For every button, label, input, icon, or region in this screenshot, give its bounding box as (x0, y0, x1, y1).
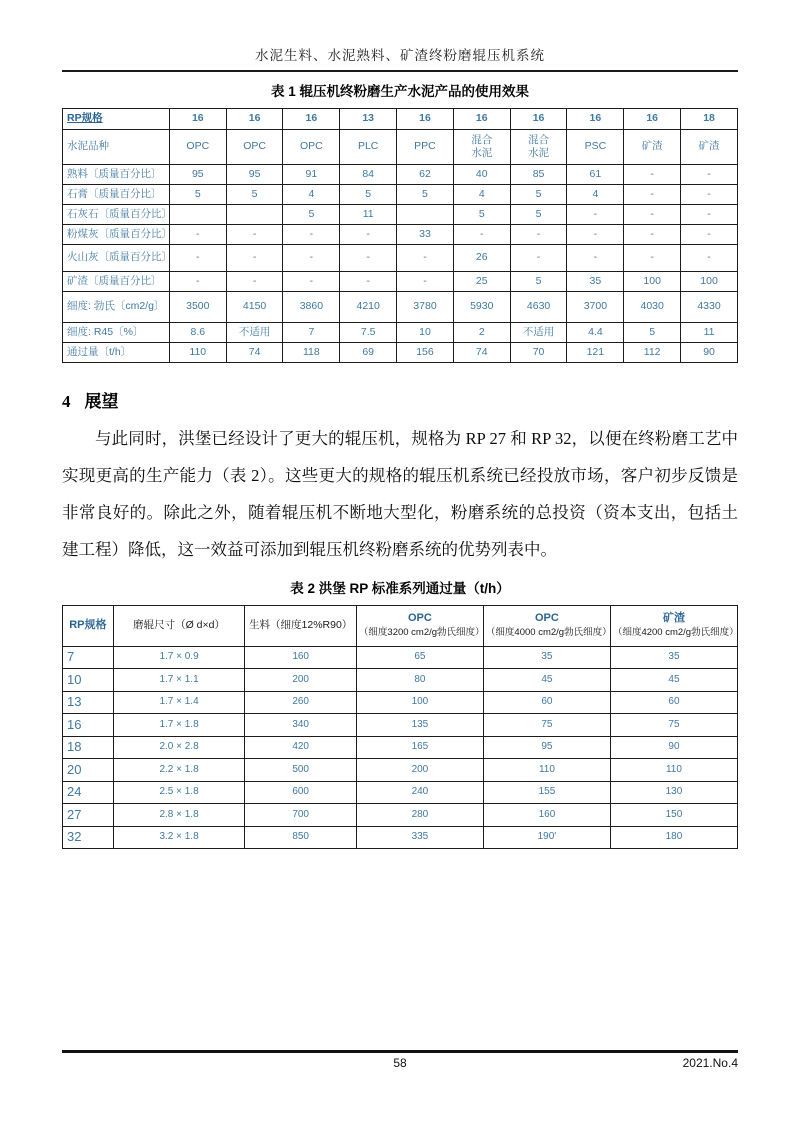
table1 (62, 108, 738, 363)
table-cell: 110 (169, 343, 226, 363)
table-cell: 110 (610, 759, 737, 782)
column-header (113, 605, 245, 646)
table-cell: - (283, 245, 340, 272)
table-cell: 1.7 × 1.8 (113, 714, 245, 737)
table-cell: 3860 (283, 292, 340, 323)
table-cell: - (681, 165, 738, 185)
table-row (63, 826, 738, 849)
table-cell: 40 (453, 165, 510, 185)
row-label: 细度: 勃氏〔cm2/g〕 (63, 292, 170, 323)
table-cell: - (283, 272, 340, 292)
rp-size-cell: 18 (63, 736, 114, 759)
table-row (63, 714, 738, 737)
table-cell: 91 (283, 165, 340, 185)
issue-label: 2021.No.4 (682, 1056, 738, 1070)
table-cell: 26 (453, 245, 510, 272)
table-row (63, 109, 738, 130)
table-row (63, 292, 738, 323)
table-cell: 200 (356, 759, 483, 782)
table-cell: 280 (356, 804, 483, 827)
table-cell: 2.2 × 1.8 (113, 759, 245, 782)
table-cell: PLC (340, 130, 397, 165)
table-cell: 84 (340, 165, 397, 185)
table-cell: - (624, 185, 681, 205)
column-header-subtitle: （细度4200 cm2/g勃氏细度） (612, 626, 739, 638)
rp-size-cell: 24 (63, 781, 114, 804)
table-cell: - (226, 225, 283, 245)
table-row (63, 245, 738, 272)
table-cell: 5 (169, 185, 226, 205)
table-header-row (63, 605, 738, 646)
table-cell: - (169, 272, 226, 292)
table-row (63, 205, 738, 225)
table-cell: 110 (483, 759, 610, 782)
table-cell: - (510, 225, 567, 245)
table-cell: 16 (453, 109, 510, 130)
table-cell: 95 (483, 736, 610, 759)
table-cell: 4 (283, 185, 340, 205)
table-cell: 600 (245, 781, 356, 804)
column-header-title: 磨辊尺寸（Ø d×d） (133, 618, 225, 631)
table-cell: 35 (567, 272, 624, 292)
table-cell: - (681, 225, 738, 245)
table-cell: 混合 水泥 (510, 130, 567, 165)
running-head: 水泥生料、水泥熟料、矿渣终粉磨辊压机系统 (255, 48, 545, 63)
table-cell: - (681, 185, 738, 205)
table-cell: - (340, 225, 397, 245)
table-cell (397, 205, 454, 225)
table-cell: 1.7 × 1.1 (113, 669, 245, 692)
table-cell: - (226, 245, 283, 272)
row-label: 石灰石〔质量百分比〕 (63, 205, 170, 225)
table-cell: 1.7 × 1.4 (113, 691, 245, 714)
table-cell: 2 (453, 323, 510, 343)
table-cell: 5 (397, 185, 454, 205)
table-cell: 5 (283, 205, 340, 225)
table-cell: 700 (245, 804, 356, 827)
table-cell: 4210 (340, 292, 397, 323)
table-cell: 25 (453, 272, 510, 292)
table-cell: 矿渣 (681, 130, 738, 165)
row-label: RP规格 (63, 109, 170, 130)
table-cell: 4030 (624, 292, 681, 323)
row-label: 细度: R45〔%〕 (63, 323, 170, 343)
table-cell: 70 (510, 343, 567, 363)
column-header-title: 矿渣 (662, 612, 685, 625)
table-cell: 65 (356, 646, 483, 669)
table-cell: 11 (681, 323, 738, 343)
table-cell: 不适用 (510, 323, 567, 343)
table-row (63, 804, 738, 827)
table-row (63, 323, 738, 343)
table-cell: 95 (169, 165, 226, 185)
table-cell: 4150 (226, 292, 283, 323)
row-label: 粉煤灰〔质量百分比〕 (63, 225, 170, 245)
table-row (63, 646, 738, 669)
table-cell: 260 (245, 691, 356, 714)
table-cell: 2.8 × 1.8 (113, 804, 245, 827)
table-cell: 33 (397, 225, 454, 245)
table-cell: 16 (510, 109, 567, 130)
table-row (63, 736, 738, 759)
table-cell: 155 (483, 781, 610, 804)
table-cell: - (169, 245, 226, 272)
table-cell: 165 (356, 736, 483, 759)
table-row (63, 165, 738, 185)
table-cell: 5 (510, 205, 567, 225)
row-label: 石膏〔质量百分比〕 (63, 185, 170, 205)
row-label: 火山灰〔质量百分比〕 (63, 245, 170, 272)
table-cell: 16 (283, 109, 340, 130)
column-header (483, 605, 610, 646)
table-cell: 2.0 × 2.8 (113, 736, 245, 759)
table-cell: - (397, 245, 454, 272)
table-row (63, 691, 738, 714)
table-row (63, 225, 738, 245)
rp-size-cell: 10 (63, 669, 114, 692)
table-cell: 16 (567, 109, 624, 130)
body-paragraph: 与此同时，洪堡已经设计了更大的辊压机，规格为 RP 27 和 RP 32，以便在终粉磨工艺中实现更高的生产能力（表 2）。这些更大的规格的辊压机系统已经投放市场，客户初步反馈是非常良好的。除此之外，随着辊压机不断地大型化，粉磨系统的总投资（资本支出，包括土建工程）降低，这一效益可添加到辊压机终粉磨系统的优势列表中。 (62, 429, 738, 560)
table-cell: - (567, 205, 624, 225)
table-cell: 335 (356, 826, 483, 849)
table-cell: 11 (340, 205, 397, 225)
table-cell: 118 (283, 343, 340, 363)
table-cell: 69 (340, 343, 397, 363)
rp-size-cell: 16 (63, 714, 114, 737)
table-cell: 45 (610, 669, 737, 692)
table-cell: 180 (610, 826, 737, 849)
table-cell: - (567, 245, 624, 272)
table-cell: 混合 水泥 (453, 130, 510, 165)
column-header-title: OPC (535, 612, 559, 625)
table-cell: 5 (510, 272, 567, 292)
table-cell: - (510, 245, 567, 272)
column-header-title: 生料（细度12%R90） (249, 618, 353, 631)
section-number: 4 (62, 392, 71, 411)
table-cell: 90 (610, 736, 737, 759)
table-cell: 190' (483, 826, 610, 849)
table-cell: 112 (624, 343, 681, 363)
table-cell: 62 (397, 165, 454, 185)
column-header (356, 605, 483, 646)
table-cell: 4630 (510, 292, 567, 323)
row-label: 熟料〔质量百分比〕 (63, 165, 170, 185)
table-cell: PPC (397, 130, 454, 165)
table-cell: PSC (567, 130, 624, 165)
table-row (63, 130, 738, 165)
row-label: 水泥品种 (63, 130, 170, 165)
table1-title: 表 1 辊压机终粉磨生产水泥产品的使用效果 (270, 84, 529, 99)
table-row (63, 185, 738, 205)
table-row (63, 343, 738, 363)
table-cell: 100 (624, 272, 681, 292)
table-cell: 5 (453, 205, 510, 225)
table-cell: 850 (245, 826, 356, 849)
table-cell: 5 (340, 185, 397, 205)
table-cell: 不适用 (226, 323, 283, 343)
document-header (62, 44, 738, 72)
table-cell: - (624, 245, 681, 272)
table-cell: OPC (226, 130, 283, 165)
table-cell: 2.5 × 1.8 (113, 781, 245, 804)
table-cell: - (624, 165, 681, 185)
table-cell: 35 (483, 646, 610, 669)
table-cell: 135 (356, 714, 483, 737)
table-cell: 90 (681, 343, 738, 363)
table-cell: 7 (283, 323, 340, 343)
table-cell: 200 (245, 669, 356, 692)
column-header-title: RP规格 (69, 618, 107, 631)
rp-size-cell: 27 (63, 804, 114, 827)
table-row (63, 272, 738, 292)
table-cell: - (283, 225, 340, 245)
table-cell: 5930 (453, 292, 510, 323)
table-cell: 5 (510, 185, 567, 205)
table-cell: - (681, 245, 738, 272)
table2-title: 表 2 洪堡 RP 标准系列通过量（t/h） (290, 580, 510, 596)
table-cell: OPC (283, 130, 340, 165)
table-row (63, 759, 738, 782)
rp-size-cell: 13 (63, 691, 114, 714)
table-cell: 130 (610, 781, 737, 804)
table-cell: 156 (397, 343, 454, 363)
column-header (245, 605, 356, 646)
table-cell: - (340, 245, 397, 272)
table-cell: 100 (356, 691, 483, 714)
table-cell: - (453, 225, 510, 245)
table-cell: 60 (483, 691, 610, 714)
table-cell: 121 (567, 343, 624, 363)
table2 (62, 605, 738, 850)
table-cell: 1.7 × 0.9 (113, 646, 245, 669)
table-cell: 16 (226, 109, 283, 130)
table-cell: 8.6 (169, 323, 226, 343)
table-cell: - (226, 272, 283, 292)
table-row (63, 669, 738, 692)
table-cell: 75 (610, 714, 737, 737)
table-cell: 340 (245, 714, 356, 737)
table-cell: 160 (245, 646, 356, 669)
document-page (62, 44, 738, 849)
table-cell: - (681, 205, 738, 225)
table-cell (226, 205, 283, 225)
table-cell: - (624, 225, 681, 245)
table-cell: 5 (624, 323, 681, 343)
table-cell: - (397, 272, 454, 292)
table-cell: 10 (397, 323, 454, 343)
table-cell: 95 (226, 165, 283, 185)
table-cell: 3780 (397, 292, 454, 323)
table-cell: 35 (610, 646, 737, 669)
table-cell: 74 (453, 343, 510, 363)
table-cell: 3.2 × 1.8 (113, 826, 245, 849)
table-cell: 160 (483, 804, 610, 827)
table-cell: 7.5 (340, 323, 397, 343)
footer-rule (62, 1050, 738, 1053)
section-title: 展望 (84, 392, 119, 411)
table-cell: 85 (510, 165, 567, 185)
table-cell: 18 (681, 109, 738, 130)
table-cell: 4 (567, 185, 624, 205)
rp-size-cell: 32 (63, 826, 114, 849)
table-cell: OPC (169, 130, 226, 165)
table-row (63, 781, 738, 804)
table-cell: - (624, 205, 681, 225)
table-cell: 3500 (169, 292, 226, 323)
table-cell: 45 (483, 669, 610, 692)
table-cell: - (340, 272, 397, 292)
rp-size-cell: 7 (63, 646, 114, 669)
table-cell: - (567, 225, 624, 245)
table-cell: 16 (624, 109, 681, 130)
document-footer (62, 1050, 738, 1078)
table-cell: 13 (340, 109, 397, 130)
table-cell: 4.4 (567, 323, 624, 343)
column-header (63, 605, 114, 646)
table-cell: 61 (567, 165, 624, 185)
table-cell: 60 (610, 691, 737, 714)
table-cell: 420 (245, 736, 356, 759)
table-cell: 16 (169, 109, 226, 130)
table-cell: 500 (245, 759, 356, 782)
table-cell: 4330 (681, 292, 738, 323)
row-label: 矿渣〔质量百分比〕 (63, 272, 170, 292)
rp-size-cell: 20 (63, 759, 114, 782)
table-cell: 150 (610, 804, 737, 827)
column-header (610, 605, 737, 646)
row-label: 通过量〔t/h〕 (63, 343, 170, 363)
table-cell: - (169, 225, 226, 245)
page-number: 58 (393, 1056, 407, 1070)
table-cell: 3700 (567, 292, 624, 323)
table-cell: 240 (356, 781, 483, 804)
table-cell: 5 (226, 185, 283, 205)
column-header-subtitle: （细度3200 cm2/g勃氏细度） (358, 626, 485, 638)
table-cell: 16 (397, 109, 454, 130)
table-cell: 4 (453, 185, 510, 205)
table-cell: 74 (226, 343, 283, 363)
section-heading (62, 387, 738, 412)
table-cell: 100 (681, 272, 738, 292)
table-cell: 矿渣 (624, 130, 681, 165)
table-cell: 80 (356, 669, 483, 692)
table-cell (169, 205, 226, 225)
column-header-subtitle: （细度4000 cm2/g勃氏细度） (485, 626, 612, 638)
table-cell: 75 (483, 714, 610, 737)
column-header-title: OPC (407, 612, 432, 625)
